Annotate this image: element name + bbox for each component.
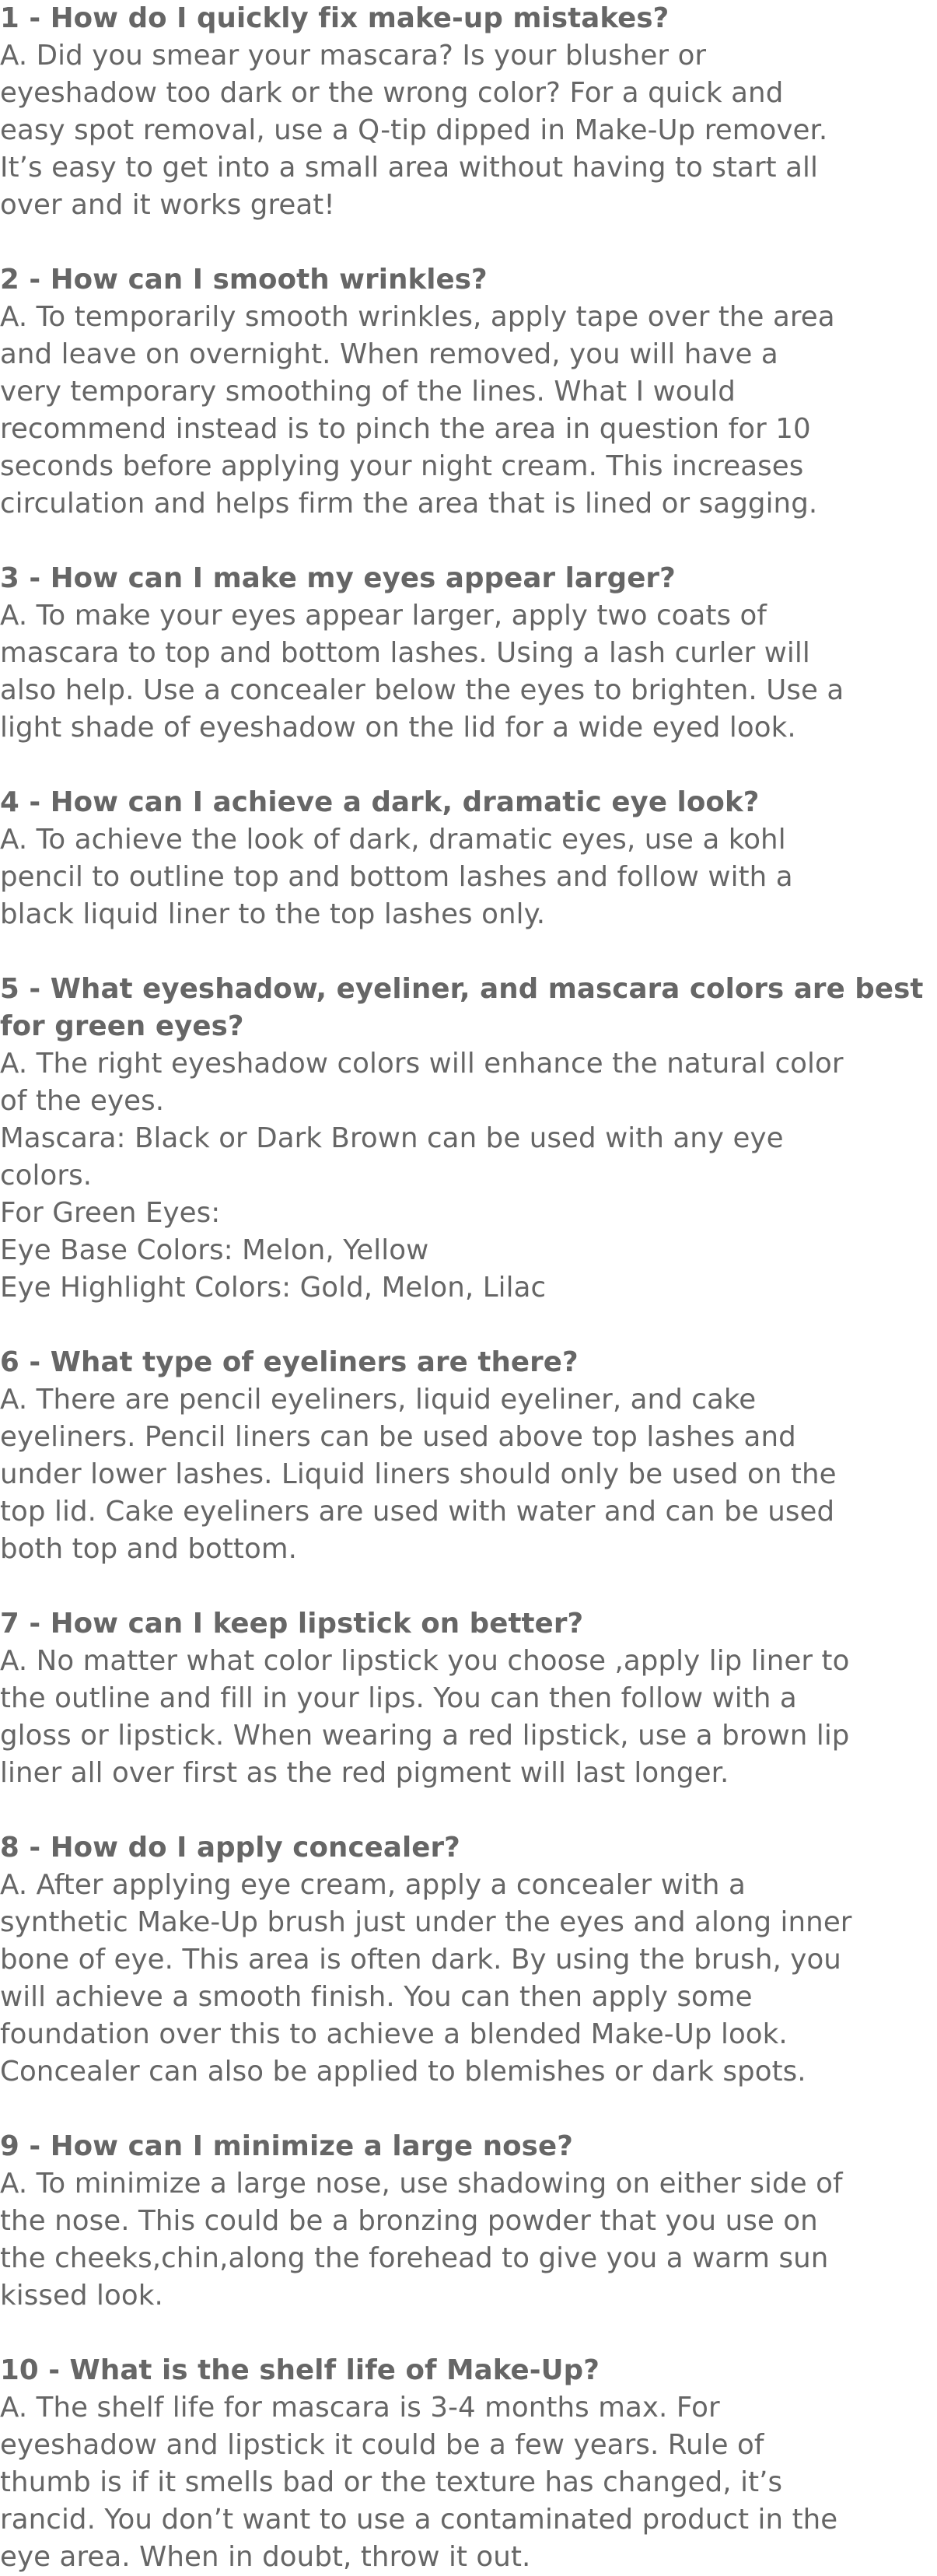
faq-answer-line: pencil to outline top and bottom lashes and follow with a: [0, 861, 793, 893]
faq-answer-line: Mascara: Black or Dark Brown can be used with any eye: [0, 1122, 784, 1154]
faq-answer-line: eye area. When in doubt, throw it out.: [0, 2541, 531, 2573]
faq-answer-line: eyeshadow too dark or the wrong color? For a quick and: [0, 77, 784, 109]
faq-answer-line: easy spot removal, use a Q-tip dipped in Make-Up remover.: [0, 114, 828, 146]
faq-item: [0, 560, 937, 747]
faq-question: 1 - How do I quickly fix make-up mistakes?: [0, 2, 670, 34]
faq-answer-line: circulation and helps firm the area that is lined or sagging.: [0, 488, 818, 520]
faq-answer-line: Eye Highlight Colors: Gold, Melon, Lilac: [0, 1272, 547, 1304]
faq-answer-line: recommend instead is to pinch the area in question for 10: [0, 413, 811, 445]
faq-answer-line: mascara to top and bottom lashes. Using a lash curler will: [0, 637, 810, 669]
faq-answer-line: of the eyes.: [0, 1085, 165, 1117]
faq-answer-line: gloss or lipstick. When wearing a red lipstick, use a brown lip: [0, 1720, 850, 1752]
faq-answer-line: foundation over this to achieve a blended Make-Up look.: [0, 2018, 788, 2050]
faq-answer-line: A. To minimize a large nose, use shadowing on either side of: [0, 2168, 843, 2200]
faq-answer-line: A. To make your eyes appear larger, apply two coats of: [0, 600, 767, 632]
faq-answer-line: A. After applying eye cream, apply a concealer with a: [0, 1869, 746, 1901]
faq-answer-line: under lower lashes. Liquid liners should only be used on the: [0, 1458, 837, 1490]
faq-answer-line: seconds before applying your night cream. This increases: [0, 450, 804, 482]
faq-item: [0, 0, 937, 224]
faq-item: [0, 2128, 937, 2315]
faq-answer-line: synthetic Make-Up brush just under the eyes and along inner: [0, 1906, 852, 1938]
faq-answer-line: top lid. Cake eyeliners are used with water and can be used: [0, 1496, 835, 1528]
faq-answer-line: A. There are pencil eyeliners, liquid eyeliner, and cake: [0, 1384, 757, 1416]
faq-answer-line: black liquid liner to the top lashes only.: [0, 898, 546, 930]
faq-answer-line: rancid. You don’t want to use a contaminated product in the: [0, 2504, 838, 2536]
faq-answer-line: For Green Eyes:: [0, 1197, 221, 1229]
faq-answer-line: both top and bottom.: [0, 1533, 297, 1565]
faq-answer-line: will achieve a smooth finish. You can then apply some: [0, 1981, 753, 2013]
faq-answer-line: colors.: [0, 1160, 93, 1192]
faq-answer-line: Eye Base Colors: Melon, Yellow: [0, 1234, 429, 1266]
faq-answer-line: A. No matter what color lipstick you choose ,apply lip liner to: [0, 1645, 850, 1677]
faq-answer-line: thumb is if it smells bad or the texture has changed, it’s: [0, 2466, 783, 2498]
faq-answer-line: Concealer can also be applied to blemishes or dark spots.: [0, 2056, 806, 2088]
faq-answer-line: the nose. This could be a bronzing powder that you use on: [0, 2205, 818, 2237]
faq-answer-line: eyeliners. Pencil liners can be used above top lashes and: [0, 1421, 796, 1453]
faq-question: 2 - How can I smooth wrinkles?: [0, 264, 488, 296]
faq-item: [0, 1829, 937, 2091]
faq-answer-line: A. The right eyeshadow colors will enhance the natural color: [0, 1048, 844, 1080]
faq-item: [0, 971, 937, 1307]
faq-item: [0, 261, 937, 523]
faq-question: 5 - What eyeshadow, eyeliner, and mascara colors are best: [0, 973, 924, 1005]
faq-answer-line: over and it works great!: [0, 189, 335, 221]
faq-item: [0, 2352, 937, 2576]
faq-answer-line: liner all over first as the red pigment will last longer.: [0, 1757, 729, 1789]
faq-item: [0, 1605, 937, 1792]
faq-question: 6 - What type of eyeliners are there?: [0, 1346, 579, 1378]
faq-question: 8 - How do I apply concealer?: [0, 1832, 460, 1864]
faq-answer-line: the outline and fill in your lips. You can then follow with a: [0, 1682, 797, 1714]
faq-answer-line: light shade of eyeshadow on the lid for a wide eyed look.: [0, 712, 796, 744]
faq-question: 9 - How can I minimize a large nose?: [0, 2130, 573, 2162]
faq-answer-line: and leave on overnight. When removed, you will have a: [0, 338, 778, 370]
faq-question: 7 - How can I keep lipstick on better?: [0, 1608, 584, 1640]
faq-question: 10 - What is the shelf life of Make-Up?: [0, 2354, 600, 2386]
faq-item: [0, 784, 937, 933]
faq-question: 3 - How can I make my eyes appear larger?: [0, 562, 676, 594]
faq-answer-line: A. The shelf life for mascara is 3-4 months max. For: [0, 2392, 720, 2424]
faq-question: for green eyes?: [0, 1010, 244, 1042]
faq-answer-line: the cheeks,chin,along the forehead to give you a warm sun: [0, 2242, 829, 2274]
faq-question: 4 - How can I achieve a dark, dramatic eye look?: [0, 786, 760, 818]
faq-answer-line: very temporary smoothing of the lines. What I would: [0, 376, 736, 408]
faq-answer-line: A. To temporarily smooth wrinkles, apply tape over the area: [0, 301, 835, 333]
faq-answer-line: A. To achieve the look of dark, dramatic eyes, use a kohl: [0, 824, 786, 856]
faq-answer-line: bone of eye. This area is often dark. By using the brush, you: [0, 1944, 841, 1976]
faq-answer-line: kissed look.: [0, 2280, 163, 2312]
faq-answer-line: also help. Use a concealer below the eyes to brighten. Use a: [0, 674, 844, 706]
faq-answer-line: eyeshadow and lipstick it could be a few years. Rule of: [0, 2429, 764, 2461]
faq-item: [0, 1344, 937, 1568]
faq-answer-line: A. Did you smear your mascara? Is your blusher or: [0, 40, 707, 72]
faq-answer-line: It’s easy to get into a small area without having to start all: [0, 152, 819, 184]
